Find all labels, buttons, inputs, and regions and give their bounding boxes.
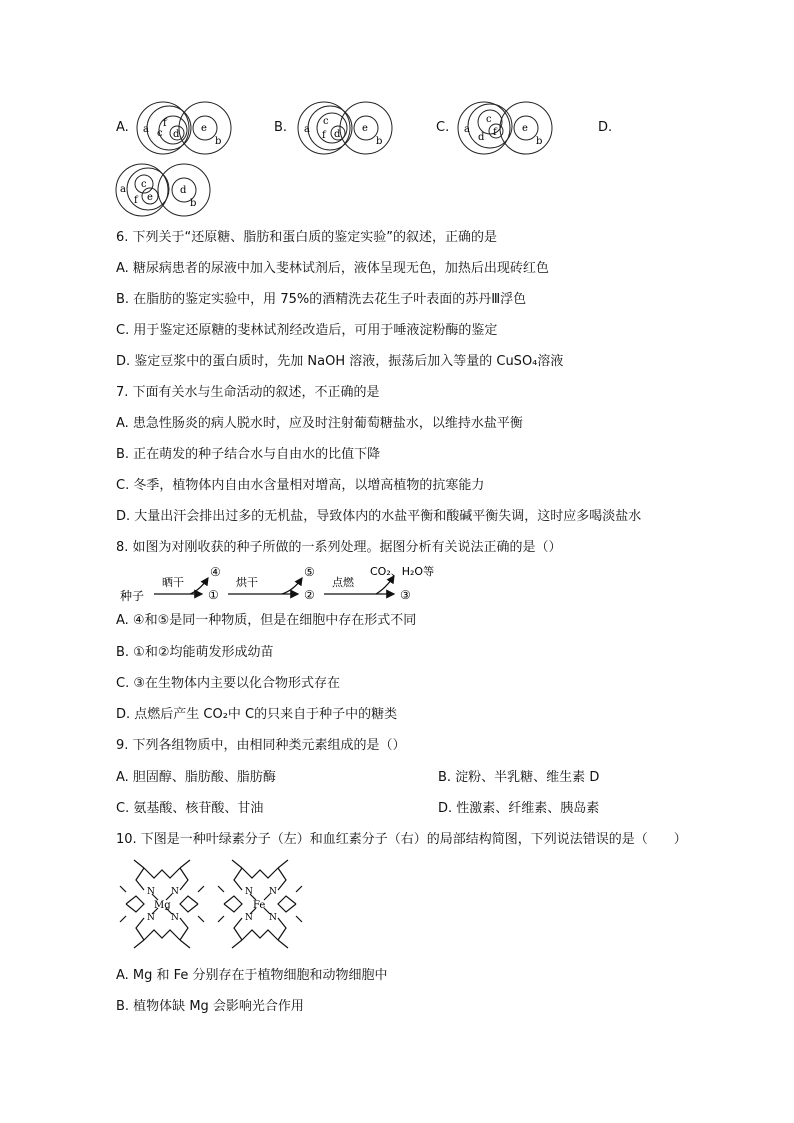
- venn-diagram-b: [296, 100, 406, 156]
- letter-d: d: [173, 129, 180, 140]
- letter-a: a: [304, 124, 310, 135]
- q6-stem: 6. 下列关于“还原糖、脂肪和蛋白质的鉴定实验”的叙述，正确的是: [116, 230, 498, 245]
- step-burn: 点燃: [332, 576, 354, 589]
- q9-stem: 9. 下列各组物质中，由相同种类元素组成的是（）: [116, 738, 406, 753]
- option-d-label: D.: [598, 120, 613, 135]
- letter-e: e: [362, 123, 368, 134]
- n-atom: N: [147, 913, 155, 923]
- q8-option-b: B. ①和②均能萌发形成幼苗: [116, 645, 274, 660]
- letter-f: f: [163, 118, 167, 129]
- n-atom: N: [171, 913, 179, 923]
- q6-option-c: C. 用于鉴定还原糖的斐林试剂经改造后，可用于唾液淀粉酶的鉴定: [116, 323, 498, 338]
- letter-c: c: [323, 116, 329, 127]
- venn-diagram-c: [456, 100, 566, 156]
- letter-d: d: [180, 185, 187, 196]
- option-b-label: B.: [274, 120, 288, 135]
- q8-stem: 8. 如图为对刚收获的种子所做的一系列处理。据图分析有关说法正确的是（）: [116, 540, 562, 555]
- letter-b: b: [376, 136, 383, 147]
- branch-arrow-5: [282, 578, 302, 594]
- seed-label: 种子: [120, 589, 145, 603]
- option-a-label: A.: [116, 120, 129, 135]
- letter-c: c: [486, 114, 492, 125]
- label-5: ⑤: [304, 565, 315, 579]
- letter-a: a: [464, 124, 470, 135]
- q7-option-b: B. 正在萌发的种子结合水与自由水的比值下降: [116, 447, 381, 462]
- n-atom: N: [269, 913, 277, 923]
- q7-option-d: D. 大量出汗会排出过多的无机盐，导致体内的水盐平衡和酸碱平衡失调，这时应多喝淡盐水: [116, 509, 642, 524]
- letter-a: a: [143, 124, 149, 135]
- letter-c: c: [141, 179, 147, 190]
- seed-processing-flowchart: [118, 562, 458, 606]
- letter-b: b: [190, 198, 197, 209]
- label-4: ④: [210, 565, 221, 579]
- step-dry-oven: 烘干: [236, 576, 258, 589]
- letter-b: b: [536, 136, 543, 147]
- q7-stem: 7. 下面有关水与生命活动的叙述，不正确的是: [116, 385, 380, 400]
- branch-arrow-products: [376, 576, 394, 594]
- n-atom: N: [245, 913, 253, 923]
- q7-option-a: A. 患急性肠炎的病人脱水时，应及时注射葡萄糖盐水，以维持水盐平衡: [116, 416, 523, 431]
- q10-stem: 10. 下图是一种叶绿素分子（左）和血红素分子（右）的局部结构简图，下列说法错误的是（ ）: [116, 832, 687, 847]
- letter-f: f: [322, 130, 326, 141]
- letter-b: b: [215, 136, 222, 147]
- q8-option-a: A. ④和⑤是同一种物质，但是在细胞中存在形式不同: [116, 613, 417, 628]
- q7-option-c: C. 冬季，植物体内自由水含量相对增高，以增高植物的抗寒能力: [116, 478, 485, 493]
- letter-a: a: [120, 184, 126, 195]
- label-1: ①: [208, 588, 219, 602]
- option-c-label: C.: [436, 120, 450, 135]
- letter-c: c: [157, 128, 163, 139]
- chlorophyll-structure: [114, 856, 210, 952]
- letter-e: e: [522, 123, 528, 134]
- letter-e: e: [147, 192, 153, 203]
- fe-atom: Fe: [253, 900, 266, 911]
- letter-f: f: [134, 195, 138, 206]
- venn-diagram-a: [135, 100, 245, 156]
- label-3: ③: [400, 588, 411, 602]
- mg-atom: Mg: [154, 900, 171, 911]
- n-atom: N: [171, 887, 179, 897]
- q8-option-c: C. ③在生物体内主要以化合物形式存在: [116, 676, 340, 691]
- q6-option-a: A. 糖尿病患者的尿液中加入斐林试剂后，液体呈现无色，加热后出现砖红色: [116, 261, 549, 276]
- q8-option-d: D. 点燃后产生 CO₂中 C的只来自于种子中的糖类: [116, 707, 398, 722]
- n-atom: N: [147, 887, 155, 897]
- letter-d: d: [334, 129, 341, 140]
- branch-arrow-4: [190, 578, 208, 594]
- q9-option-d: D. 性激素、纤维素、胰岛素: [438, 801, 600, 816]
- n-atom: N: [269, 887, 277, 897]
- burn-products: CO₂、H₂O等: [370, 565, 435, 578]
- label-2: ②: [304, 588, 315, 602]
- letter-f: f: [493, 127, 497, 138]
- step-dry-sun: 晒干: [162, 576, 184, 589]
- q6-option-d: D. 鉴定豆浆中的蛋白质时，先加 NaOH 溶液，振荡后加入等量的 CuSO₄溶液: [116, 354, 564, 369]
- q10-option-b: B. 植物体缺 Mg 会影响光合作用: [116, 999, 304, 1014]
- venn-diagram-d: [114, 162, 224, 218]
- letter-e: e: [201, 123, 207, 134]
- q9-option-b: B. 淀粉、半乳糖、维生素 D: [438, 770, 600, 785]
- heme-structure: [212, 856, 308, 952]
- q6-option-b: B. 在脂肪的鉴定实验中，用 75%的酒精洗去花生子叶表面的苏丹Ⅲ浮色: [116, 292, 527, 307]
- q10-option-a: A. Mg 和 Fe 分别存在于植物细胞和动物细胞中: [116, 968, 388, 983]
- q9-option-c: C. 氨基酸、核苷酸、甘油: [116, 801, 264, 816]
- letter-d: d: [478, 132, 485, 143]
- q9-option-a: A. 胆固醇、脂肪酸、脂肪酶: [116, 770, 276, 785]
- n-atom: N: [245, 887, 253, 897]
